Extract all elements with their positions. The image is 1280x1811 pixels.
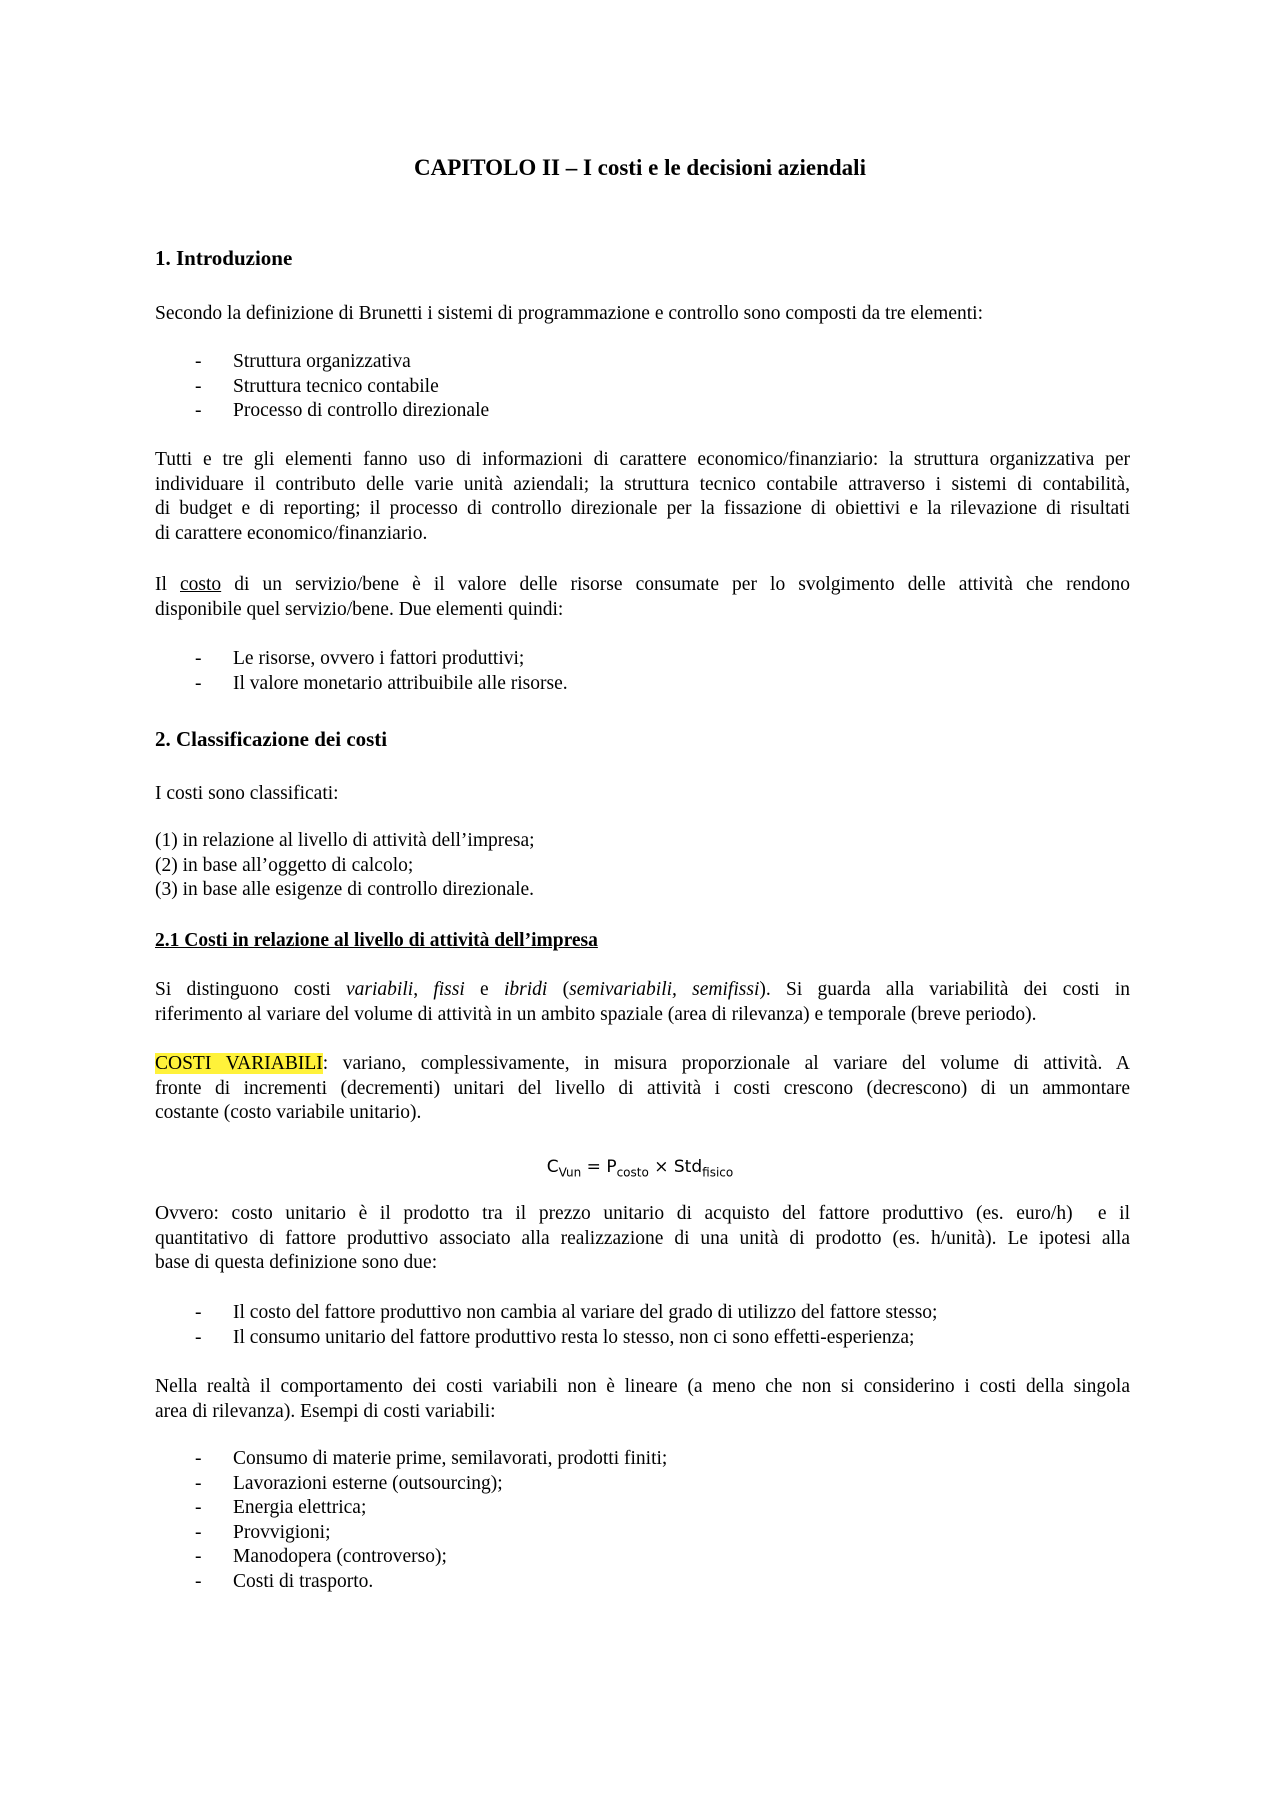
list-item: - Struttura organizzativa — [195, 351, 411, 372]
unit-cost-formula: $C_{Vun} = P_{costo} \times Std_{fisico}$ — [546, 1157, 734, 1180]
section-heading-introduzione: 1. Introduzione — [155, 246, 293, 270]
list-item: (3) in base alle esigenze di controllo direzionale. — [155, 879, 535, 900]
costi-variabili-highlight: COSTI VARIABILI — [155, 1053, 323, 1074]
list-item: - Manodopera (controverso); — [195, 1546, 447, 1567]
elements-list — [155, 350, 1130, 424]
list-item: - Processo di controllo direzionale — [195, 400, 490, 421]
list-item: (2) in base all’oggetto di calcolo; — [155, 854, 414, 876]
subsection-heading-2-1: 2.1 Costi in relazione al livello di attività dell’impresa — [155, 930, 598, 951]
list-item: - Le risorse, ovvero i fattori produttivi; — [195, 648, 525, 669]
economic-info-paragraph: Tutti e tre gli elementi fanno uso di informazioni di carattere economico/finanziario: la struttura organizzativa per individuare il contributo delle varie unità aziendali; la struttura tecnico contabile attraverso i sistemi di contabilità, di budget e di reporting; il processo di controllo direzionale per la fissazione di obiettivi e la rilevazione di risultati di carattere economico/finanziario. — [155, 449, 1130, 544]
examples-list — [155, 1447, 1130, 1594]
list-item: - Il costo del fattore produttivo non cambia al variare del grado di utilizzo del fattore stesso; — [195, 1302, 938, 1323]
cost-types-paragraph: Si distinguono costi variabili, fissi e ibridi (semivariabili, semifissi). Si guarda alla variabilità dei costi in riferimento al variare del volume di attività in un ambito spaziale (area di rilevanza) e temporale (breve periodo). — [155, 979, 1130, 1025]
reality-paragraph: Nella realtà il comportamento dei costi variabili non è lineare (a meno che non si considerino i costi della singola area di rilevanza). Esempi di costi variabili: — [155, 1376, 1130, 1422]
list-item: - Lavorazioni esterne (outsourcing); — [195, 1472, 503, 1494]
chapter-title: CAPITOLO II – I costi e le decisioni aziendali — [414, 155, 866, 180]
list-item: (1) in relazione al livello di attività dell’impresa; — [155, 830, 535, 851]
intro-paragraph: Secondo la definizione di Brunetti i sistemi di programmazione e controllo sono composti da tre elementi: — [155, 303, 984, 324]
list-item: - Consumo di materie prime, semilavorati, prodotti finiti; — [195, 1448, 668, 1469]
list-item: - Provvigioni; — [195, 1521, 331, 1543]
costo-elements-list — [155, 647, 1130, 696]
list-item: - Il consumo unitario del fattore produttivo resta lo stesso, non ci sono effetti-esperienza; — [195, 1326, 915, 1348]
hypotheses-list — [155, 1301, 1130, 1350]
classification-list — [155, 829, 1130, 903]
section-heading-classificazione: 2. Classificazione dei costi — [155, 727, 388, 751]
costi-variabili-paragraph: COSTI VARIABILI: variano, complessivamente, in misura proporzionale al variare del volume di attività. A fronte di incrementi (decrementi) unitari del livello di attività i costi crescono (decrescono) di un ammontare costante (costo variabile unitario). — [155, 1053, 1131, 1123]
costo-definition-paragraph: Il costo di un servizio/bene è il valore delle risorse consumate per lo svolgimento delle attività che rendono disponibile quel servizio/bene. Due elementi quindi: — [155, 574, 1130, 620]
list-item: - Il valore monetario attribuibile alle risorse. — [195, 672, 568, 694]
classification-intro: I costi sono classificati: — [155, 783, 339, 804]
list-item: - Energia elettrica; — [195, 1497, 367, 1518]
costo-term: costo — [180, 574, 222, 595]
list-item: - Struttura tecnico contabile — [195, 375, 439, 397]
list-item: - Costi di trasporto. — [195, 1570, 374, 1592]
ovvero-paragraph: Ovvero: costo unitario è il prodotto tra il prezzo unitario di acquisto del fattore produttivo (es. euro/h) e il quantitativo di fattore produttivo associato alla realizzazione di una unità di prodotto (es. h/unità). Le ipotesi alla base di questa definizione sono due: — [155, 1203, 1130, 1273]
